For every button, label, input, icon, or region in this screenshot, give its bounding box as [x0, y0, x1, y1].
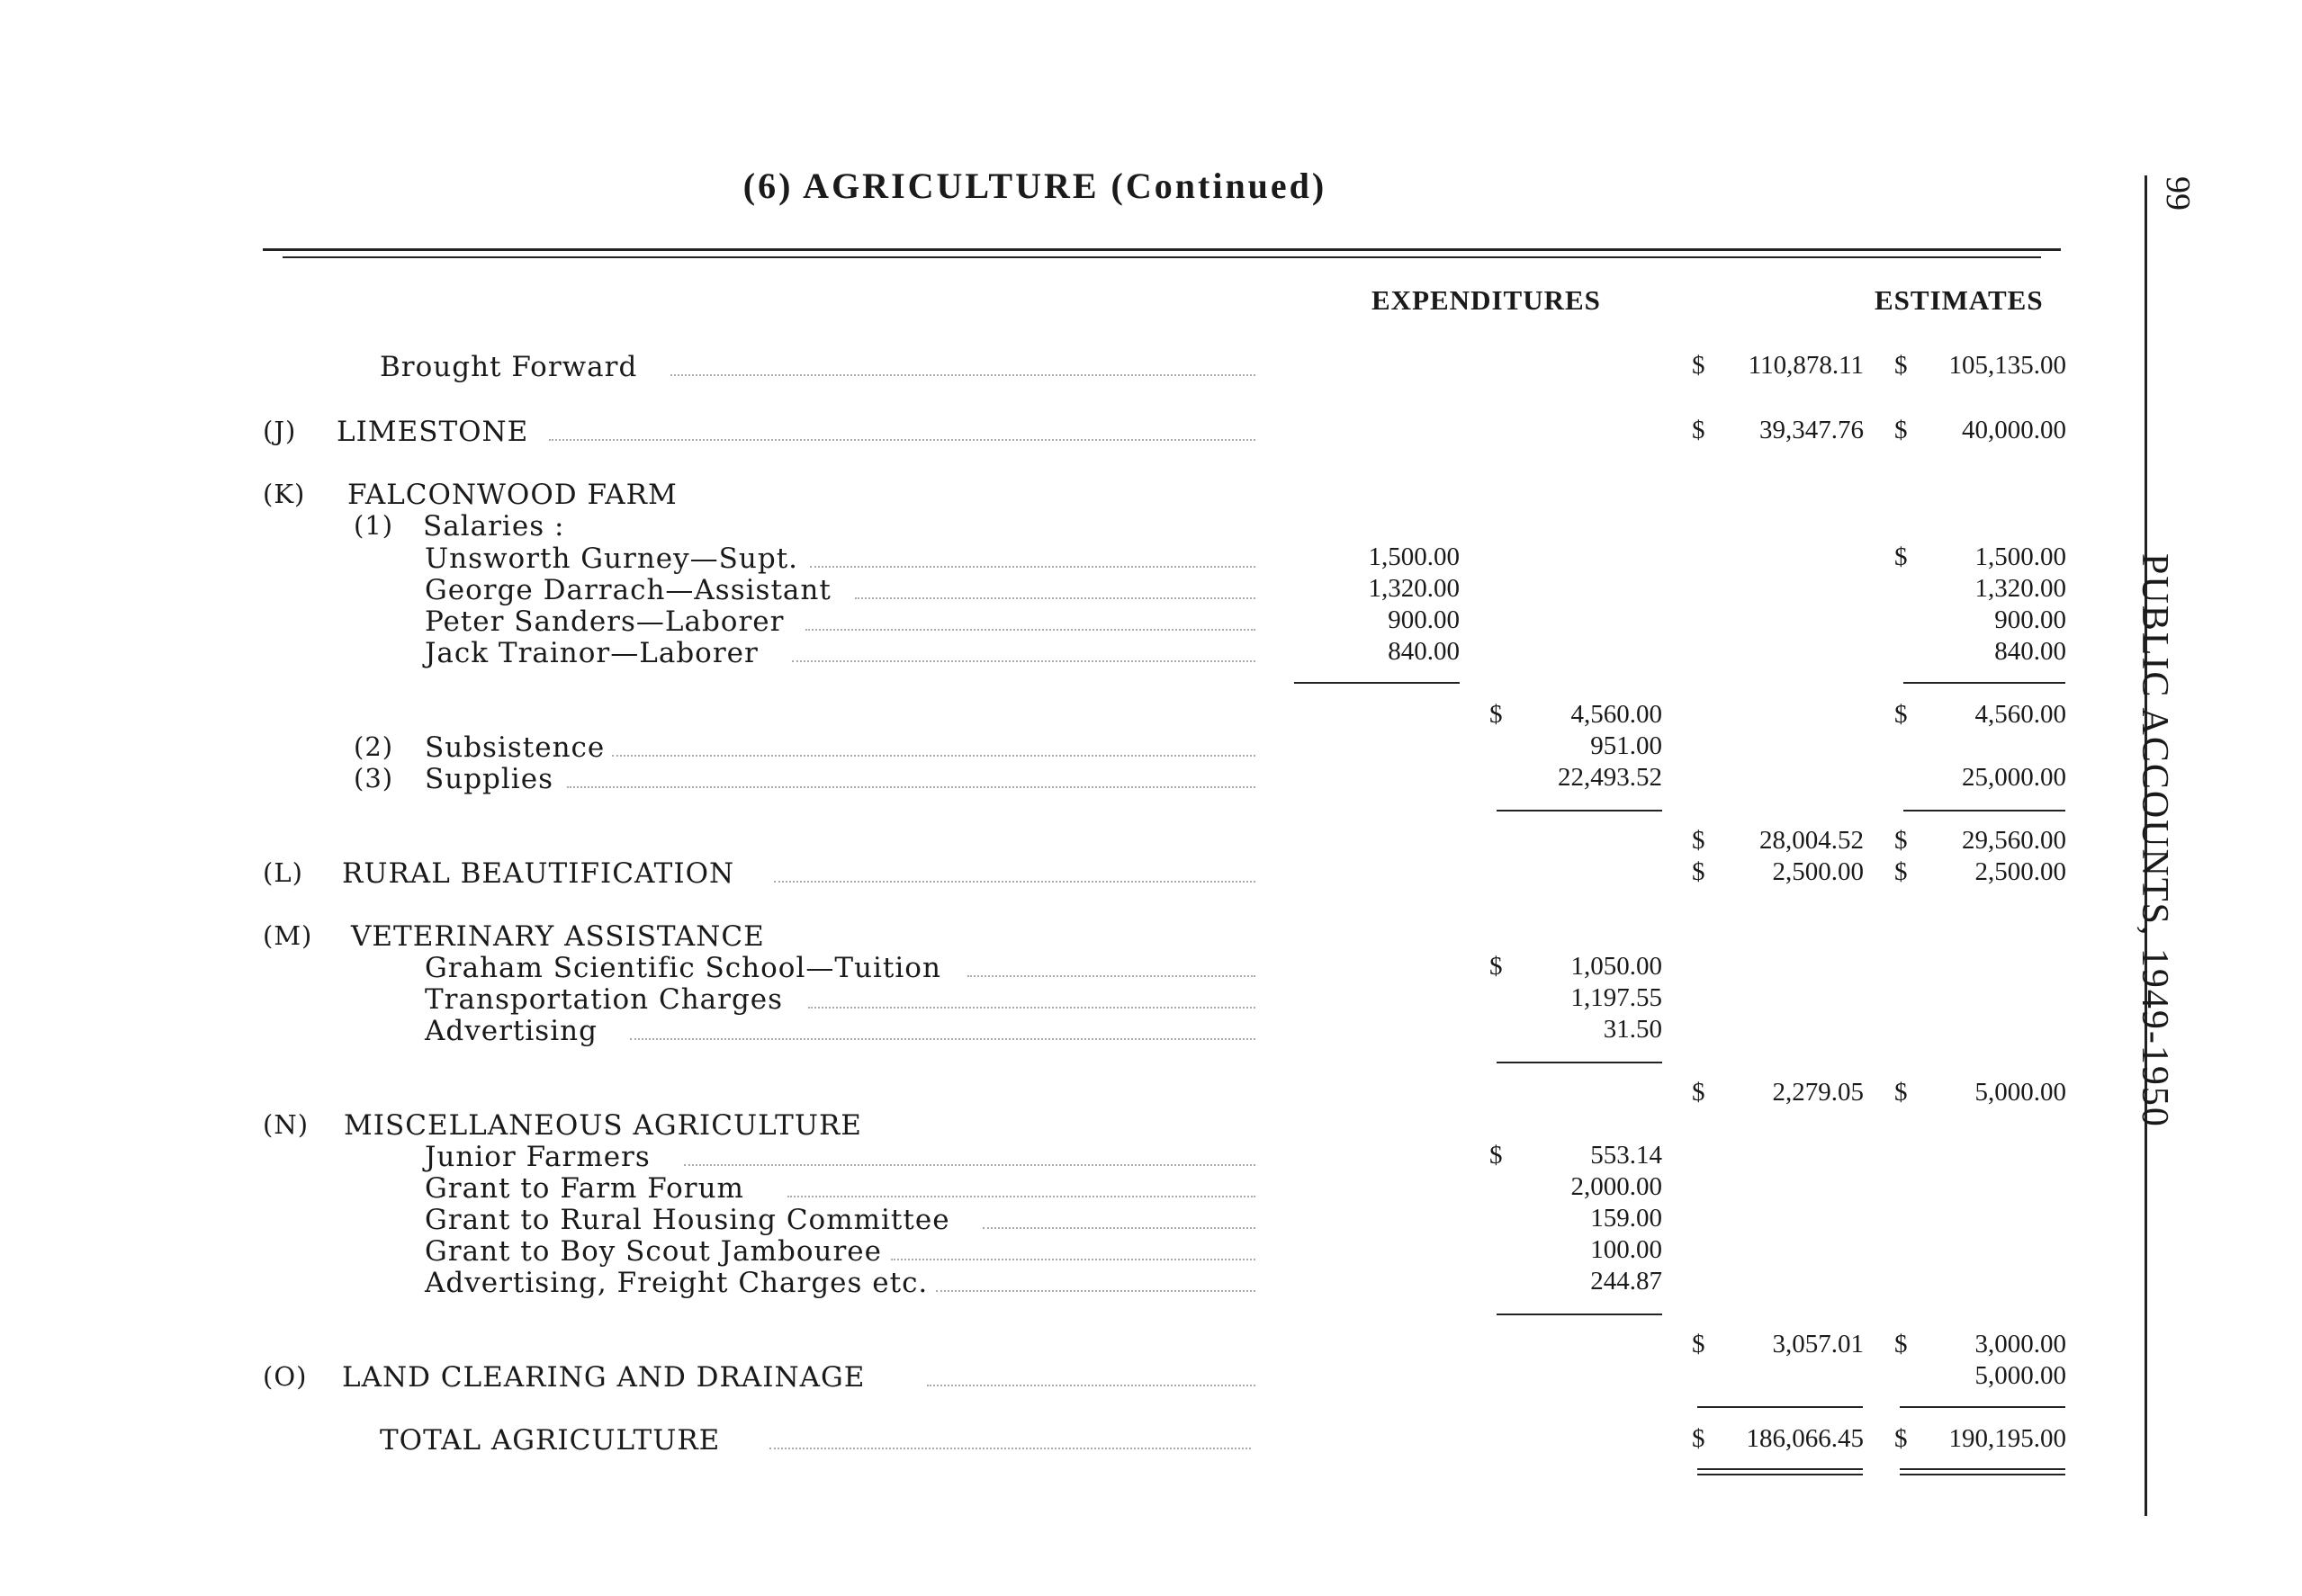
miscellaneous-estimate: 3,000.00	[1974, 1330, 2066, 1358]
leader-dots	[983, 1225, 1255, 1229]
sum-rule	[1697, 1406, 1863, 1408]
title-rule-bottom	[283, 256, 2041, 258]
land-clearing-estimate: 5,000.00	[1974, 1361, 2066, 1390]
miscellaneous-label: MISCELLANEOUS AGRICULTURE	[344, 1109, 862, 1142]
misc-item-label: Advertising, Freight Charges etc.	[425, 1267, 929, 1299]
leader-dots	[805, 627, 1255, 631]
dollar-sign: $	[1894, 826, 1908, 855]
double-rule	[1900, 1474, 2065, 1475]
salary-amount: 840.00	[1388, 637, 1460, 666]
sum-rule	[1900, 1406, 2065, 1408]
leader-dots	[808, 1005, 1255, 1009]
section-code: (N)	[263, 1109, 310, 1140]
section-code: (O)	[263, 1361, 308, 1392]
dollar-sign: $	[1692, 1078, 1705, 1107]
misc-item-amount: 553.14	[1590, 1141, 1662, 1170]
limestone-estimate: 40,000.00	[1962, 416, 2066, 444]
salaries-total: 4,560.00	[1570, 700, 1662, 729]
misc-item-amount: 2,000.00	[1570, 1172, 1662, 1201]
dollar-sign: $	[1489, 952, 1503, 981]
salary-label: Jack Trainor—Laborer	[425, 637, 759, 669]
leader-dots	[630, 1036, 1255, 1040]
misc-item-amount: 100.00	[1590, 1235, 1662, 1264]
leader-dots	[855, 596, 1255, 599]
rural-beautification-label: RURAL BEAUTIFICATION	[342, 857, 735, 890]
leader-dots	[612, 753, 1255, 757]
double-rule	[1697, 1474, 1863, 1475]
veterinary-item-label: Transportation Charges	[425, 983, 784, 1016]
supplies-label: Supplies	[425, 763, 553, 795]
sum-rule	[1294, 682, 1460, 684]
misc-item-label: Grant to Boy Scout Jambouree	[425, 1235, 882, 1268]
leader-dots	[774, 879, 1255, 883]
dollar-sign: $	[1894, 700, 1908, 729]
section-code: (K)	[263, 479, 306, 509]
leader-dots	[927, 1383, 1255, 1386]
total-estimate: 190,195.00	[1948, 1424, 2066, 1453]
falconwood-estimate-total: 29,560.00	[1962, 826, 2066, 855]
col-head-estimates: ESTIMATES	[1875, 284, 2044, 316]
salary-estimate: 1,320.00	[1974, 574, 2066, 603]
leader-dots	[567, 785, 1255, 788]
leader-dots	[891, 1257, 1255, 1260]
title-rule-top	[263, 248, 2061, 251]
section-code: (J)	[263, 416, 297, 446]
dollar-sign: $	[1894, 542, 1908, 571]
misc-item-label: Junior Farmers	[425, 1141, 651, 1173]
brought-forward-estimate: 105,135.00	[1948, 351, 2066, 380]
veterinary-item-amount: 1,050.00	[1570, 952, 1662, 981]
subsection-code: (1)	[354, 510, 394, 541]
dollar-sign: $	[1692, 416, 1705, 444]
page-title: (6) AGRICULTURE (Continued)	[742, 166, 1327, 206]
misc-item-label: Grant to Rural Housing Committee	[425, 1204, 950, 1236]
section-code: (L)	[263, 857, 303, 888]
salary-estimate: 840.00	[1994, 637, 2066, 666]
dollar-sign: $	[1894, 351, 1908, 380]
salary-label: George Darrach—Assistant	[425, 574, 832, 606]
sum-rule	[1497, 810, 1662, 811]
subsistence-label: Subsistence	[425, 731, 606, 764]
misc-item-label: Grant to Farm Forum	[425, 1172, 744, 1205]
dollar-sign: $	[1692, 351, 1705, 380]
leader-dots	[936, 1288, 1255, 1292]
leader-dots	[792, 659, 1255, 662]
salary-amount: 1,320.00	[1368, 574, 1460, 603]
sum-rule	[1903, 682, 2065, 684]
dollar-sign: $	[1692, 1424, 1705, 1453]
rural-beautification-estimate: 2,500.00	[1974, 857, 2066, 886]
dollar-sign: $	[1894, 1330, 1908, 1358]
double-rule	[1697, 1468, 1863, 1470]
land-clearing-label: LAND CLEARING AND DRAINAGE	[342, 1361, 866, 1394]
dollar-sign: $	[1692, 857, 1705, 886]
dollar-sign: $	[1692, 1330, 1705, 1358]
veterinary-label: VETERINARY ASSISTANCE	[351, 920, 765, 953]
leader-dots	[549, 437, 1255, 441]
dollar-sign: $	[1894, 857, 1908, 886]
supplies-estimate: 25,000.00	[1962, 763, 2066, 792]
salaries-estimate-total: 4,560.00	[1974, 700, 2066, 729]
rural-beautification-exp: 2,500.00	[1772, 857, 1864, 886]
misc-item-amount: 159.00	[1590, 1204, 1662, 1233]
limestone-label: LIMESTONE	[337, 416, 529, 448]
brought-forward-exp: 110,878.11	[1748, 351, 1864, 380]
subsection-code: (3)	[354, 763, 394, 794]
total-exp: 186,066.45	[1746, 1424, 1864, 1453]
limestone-exp: 39,347.76	[1759, 416, 1864, 444]
brought-forward-label: Brought Forward	[380, 351, 638, 383]
sum-rule	[1497, 1062, 1662, 1063]
leader-dots	[670, 372, 1255, 376]
supplies-amount: 22,493.52	[1558, 763, 1662, 792]
dollar-sign: $	[1894, 416, 1908, 444]
veterinary-item-amount: 1,197.55	[1570, 983, 1662, 1012]
salaries-label: Salaries :	[423, 510, 565, 542]
leader-dots	[769, 1446, 1251, 1449]
salary-amount: 900.00	[1388, 605, 1460, 634]
veterinary-exp-total: 2,279.05	[1772, 1078, 1864, 1107]
leader-dots	[787, 1194, 1255, 1197]
subsection-code: (2)	[354, 731, 394, 762]
leader-dots	[967, 973, 1255, 977]
col-head-expenditures: EXPENDITURES	[1371, 284, 1601, 316]
leader-dots	[684, 1162, 1255, 1166]
miscellaneous-exp-total: 3,057.01	[1772, 1330, 1864, 1358]
veterinary-item-label: Graham Scientific School—Tuition	[425, 952, 941, 984]
dollar-sign: $	[1894, 1078, 1908, 1107]
side-header: PUBLIC ACCOUNTS, 1949-1950	[2134, 553, 2175, 1128]
veterinary-item-amount: 31.50	[1603, 1015, 1662, 1044]
dollar-sign: $	[1692, 826, 1705, 855]
falconwood-exp-total: 28,004.52	[1759, 826, 1864, 855]
salary-estimate: 1,500.00	[1974, 542, 2066, 571]
total-agriculture-label: TOTAL AGRICULTURE	[380, 1424, 721, 1457]
veterinary-item-label: Advertising	[425, 1015, 598, 1047]
sum-rule	[1497, 1314, 1662, 1315]
salary-label: Peter Sanders—Laborer	[425, 605, 785, 638]
dollar-sign: $	[1489, 700, 1503, 729]
section-code: (M)	[263, 920, 313, 951]
double-rule	[1900, 1468, 2065, 1470]
page-number: 99	[2159, 176, 2197, 211]
salary-amount: 1,500.00	[1368, 542, 1460, 571]
misc-item-amount: 244.87	[1590, 1267, 1662, 1296]
subsistence-amount: 951.00	[1590, 731, 1662, 760]
dollar-sign: $	[1894, 1424, 1908, 1453]
salary-label: Unsworth Gurney—Supt.	[425, 542, 799, 575]
salary-estimate: 900.00	[1994, 605, 2066, 634]
sum-rule	[1903, 810, 2065, 811]
leader-dots	[810, 564, 1255, 568]
veterinary-estimate: 5,000.00	[1974, 1078, 2066, 1107]
falconwood-label: FALCONWOOD FARM	[347, 479, 678, 511]
dollar-sign: $	[1489, 1141, 1503, 1170]
